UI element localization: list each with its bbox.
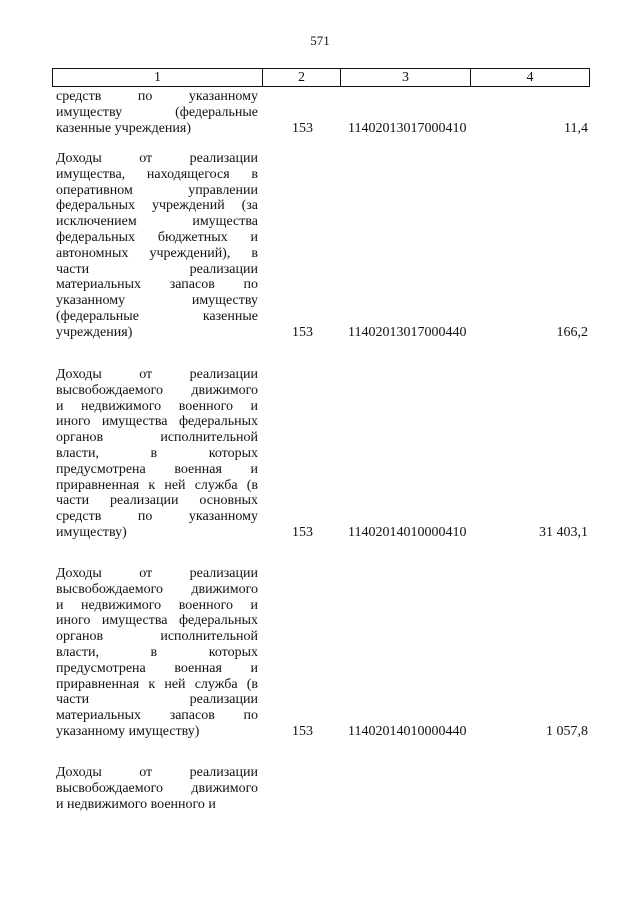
description-line: материальных запасов по [56,277,258,293]
row-amount: 11,4 [564,120,588,136]
description-line: части реализации [56,261,258,277]
row-budget-code: 11402013017000410 [348,120,467,136]
row-amount: 166,2 [556,324,588,340]
table-row [56,566,590,740]
description-line: Доходы от реализации [56,151,258,166]
description-line: (федеральные казенные [56,308,258,324]
description-line: федеральных бюджетных и [56,229,258,245]
description-line: и недвижимого военного и [56,796,216,812]
description-line: имуществу (федеральные [56,104,258,120]
description-line: средств по указанному [56,89,258,104]
row-description [56,89,258,136]
row-description [56,566,258,740]
description-line: Доходы от реализации [56,566,258,581]
description-line: оперативном управлении [56,182,258,198]
row-amount: 1 057,8 [546,723,588,739]
page-number: 571 [310,33,330,48]
description-line: имущества, находящегося в [56,166,258,182]
description-line: имуществу) [56,524,127,540]
description-line: органов исполнительной [56,430,258,446]
row-code-admin: 153 [292,120,313,136]
description-line: высвобождаемого движимого [56,780,258,796]
description-line: иного имущества федеральных [56,414,258,430]
description-line: части реализации основных [56,493,258,509]
table-row [56,151,590,341]
description-line: приравненная к ней служба (в [56,676,258,692]
description-line: указанному имуществу [56,293,258,309]
description-line: власти, в которых [56,445,258,461]
header-col-3: 3 [341,69,471,86]
row-amount: 31 403,1 [539,524,588,540]
description-line: материальных запасов по [56,708,258,724]
header-col-2: 2 [263,69,341,86]
description-line: высвобождаемого движимого [56,382,258,398]
row-code-admin: 153 [292,723,313,739]
row-code-admin: 153 [292,324,313,340]
row-budget-code: 11402014010000410 [348,524,467,540]
description-line: исключением имущества [56,214,258,230]
table-row [56,367,590,541]
table-row [56,765,590,812]
row-code-admin: 153 [292,524,313,540]
header-col-1: 1 [53,69,263,86]
description-line: и недвижимого военного и [56,597,258,613]
description-line: власти, в которых [56,644,258,660]
description-line: органов исполнительной [56,629,258,645]
description-line: предусмотрена военная и [56,461,258,477]
description-line: предусмотрена военная и [56,660,258,676]
row-budget-code: 11402013017000440 [348,324,467,340]
description-line: указанному имуществу) [56,723,200,739]
description-line: и недвижимого военного и [56,398,258,414]
description-line: учреждения) [56,324,133,340]
row-budget-code: 11402014010000440 [348,723,467,739]
table-header [52,68,590,87]
description-line: части реализации [56,692,258,708]
description-line: высвобождаемого движимого [56,581,258,597]
row-description [56,367,258,541]
header-col-4: 4 [526,70,534,85]
description-line: Доходы от реализации [56,367,258,382]
description-line: Доходы от реализации [56,765,258,780]
description-line: приравненная к ней служба (в [56,477,258,493]
row-description [56,151,258,341]
description-line: федеральных учреждений (за [56,198,258,214]
row-description [56,765,258,812]
table-row [56,89,590,136]
description-line: казенные учреждения) [56,120,192,136]
description-line: иного имущества федеральных [56,613,258,629]
description-line: автономных учреждений), в [56,245,258,261]
description-line: средств по указанному [56,509,258,525]
